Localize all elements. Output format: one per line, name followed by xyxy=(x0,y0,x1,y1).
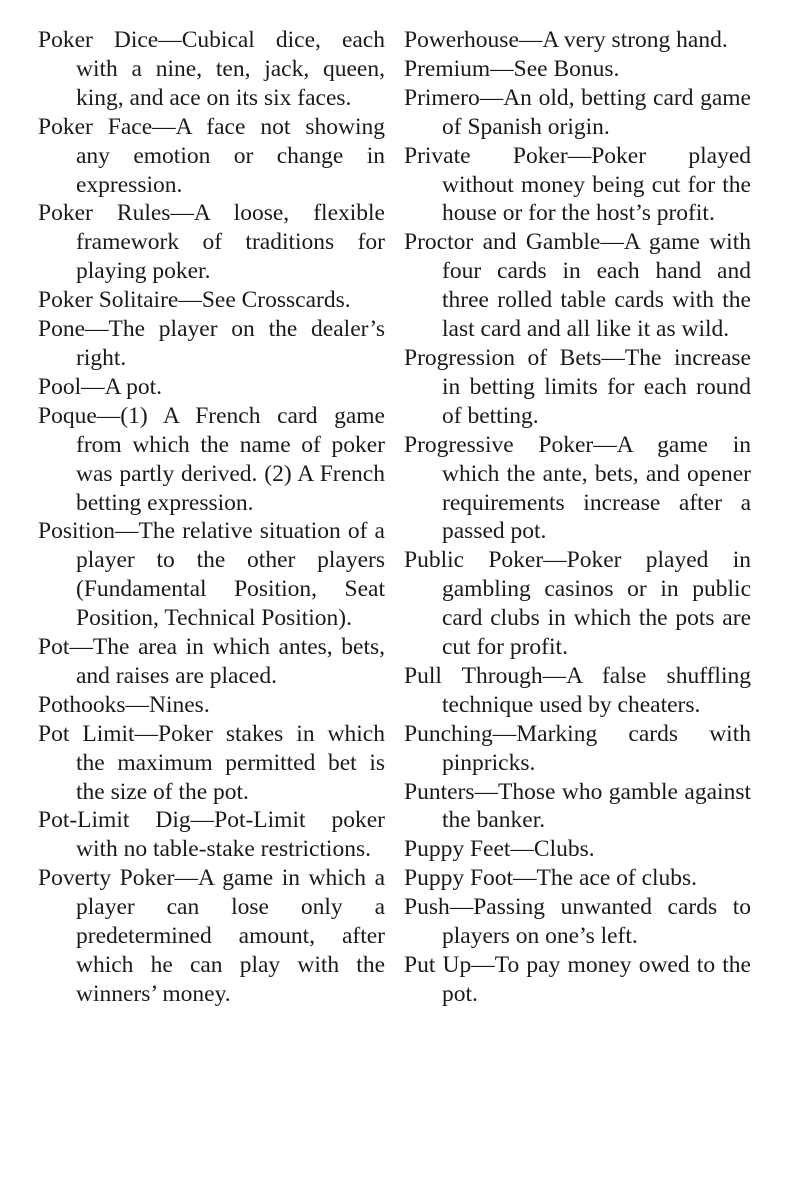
glossary-entry: Pull Through—A false shuffling technique used by cheaters. xyxy=(404,662,751,718)
glossary-entry: Progression of Bets—The increase in betting limits for each round of betting. xyxy=(404,344,751,429)
glossary-entry: Poverty Poker—A game in which a player can lose only a predetermined amount, after which he can play with the winners’ money. xyxy=(38,865,385,1007)
glossary-entry: Poque—(1) A French card game from which the name of poker was partly derived. (2) A French betting expression. xyxy=(38,402,385,516)
glossary-entry: Punching—Marking cards with pinpricks. xyxy=(404,720,751,776)
glossary-entry: Push—Passing unwanted cards to players on one’s left. xyxy=(404,894,751,950)
glossary-entry: Pot Limit—Poker stakes in which the maximum permitted bet is the size of the pot. xyxy=(38,720,385,805)
glossary-entry: Pone—The player on the dealer’s right. xyxy=(38,316,385,371)
glossary-entry: Poker Rules—A loose, flexible framework of traditions for playing poker. xyxy=(38,200,385,285)
glossary-entry: Powerhouse—A very strong hand. xyxy=(404,27,728,53)
right-column xyxy=(404,26,751,1009)
glossary-entry: Punters—Those who gamble against the banker. xyxy=(404,778,751,834)
glossary-entry: Primero—An old, betting card game of Spanish origin. xyxy=(404,84,751,140)
glossary-entry: Put Up—To pay money owed to the pot. xyxy=(404,952,751,1007)
glossary-entry: Poker Solitaire—See Crosscards. xyxy=(38,287,351,314)
glossary-entry: Position—The relative situation of a player to the other players (Fundamental Position, Seat Position, Technical Position). xyxy=(38,518,385,632)
glossary-entry: Pot—The area in which antes, bets, and raises are placed. xyxy=(38,634,385,689)
glossary-entry: Progressive Poker—A game in which the ante, bets, and opener requirements increase after a passed pot. xyxy=(404,431,751,545)
glossary-entry: Puppy Foot—The ace of clubs. xyxy=(404,865,698,892)
glossary-entry: Pot-Limit Dig—Pot-Limit poker with no table-stake restrictions. xyxy=(38,807,385,863)
glossary-entry: Poker Dice—Cubical dice, each with a nine, ten, jack, queen, king, and ace on its six faces. xyxy=(38,27,385,111)
glossary-entry: Puppy Feet—Clubs. xyxy=(404,836,595,863)
glossary-entry: Proctor and Gamble—A game with four cards in each hand and three rolled table cards with the last card and all like it as wild. xyxy=(404,229,751,343)
glossary-entry: Poker Face—A face not showing any emotion or change in expression. xyxy=(38,113,385,198)
glossary-entry: Private Poker—Poker played without money being cut for the house or for the host’s profit. xyxy=(404,142,751,227)
glossary-entry: Pothooks—Nines. xyxy=(38,691,210,718)
glossary-entry: Pool—A pot. xyxy=(38,373,163,400)
left-column xyxy=(38,26,385,1009)
glossary-page xyxy=(38,26,751,1009)
glossary-entry: Premium—See Bonus. xyxy=(404,55,620,82)
glossary-entry: Public Poker—Poker played in gambling casinos or in public card clubs in which the pots are cut for profit. xyxy=(404,547,751,661)
